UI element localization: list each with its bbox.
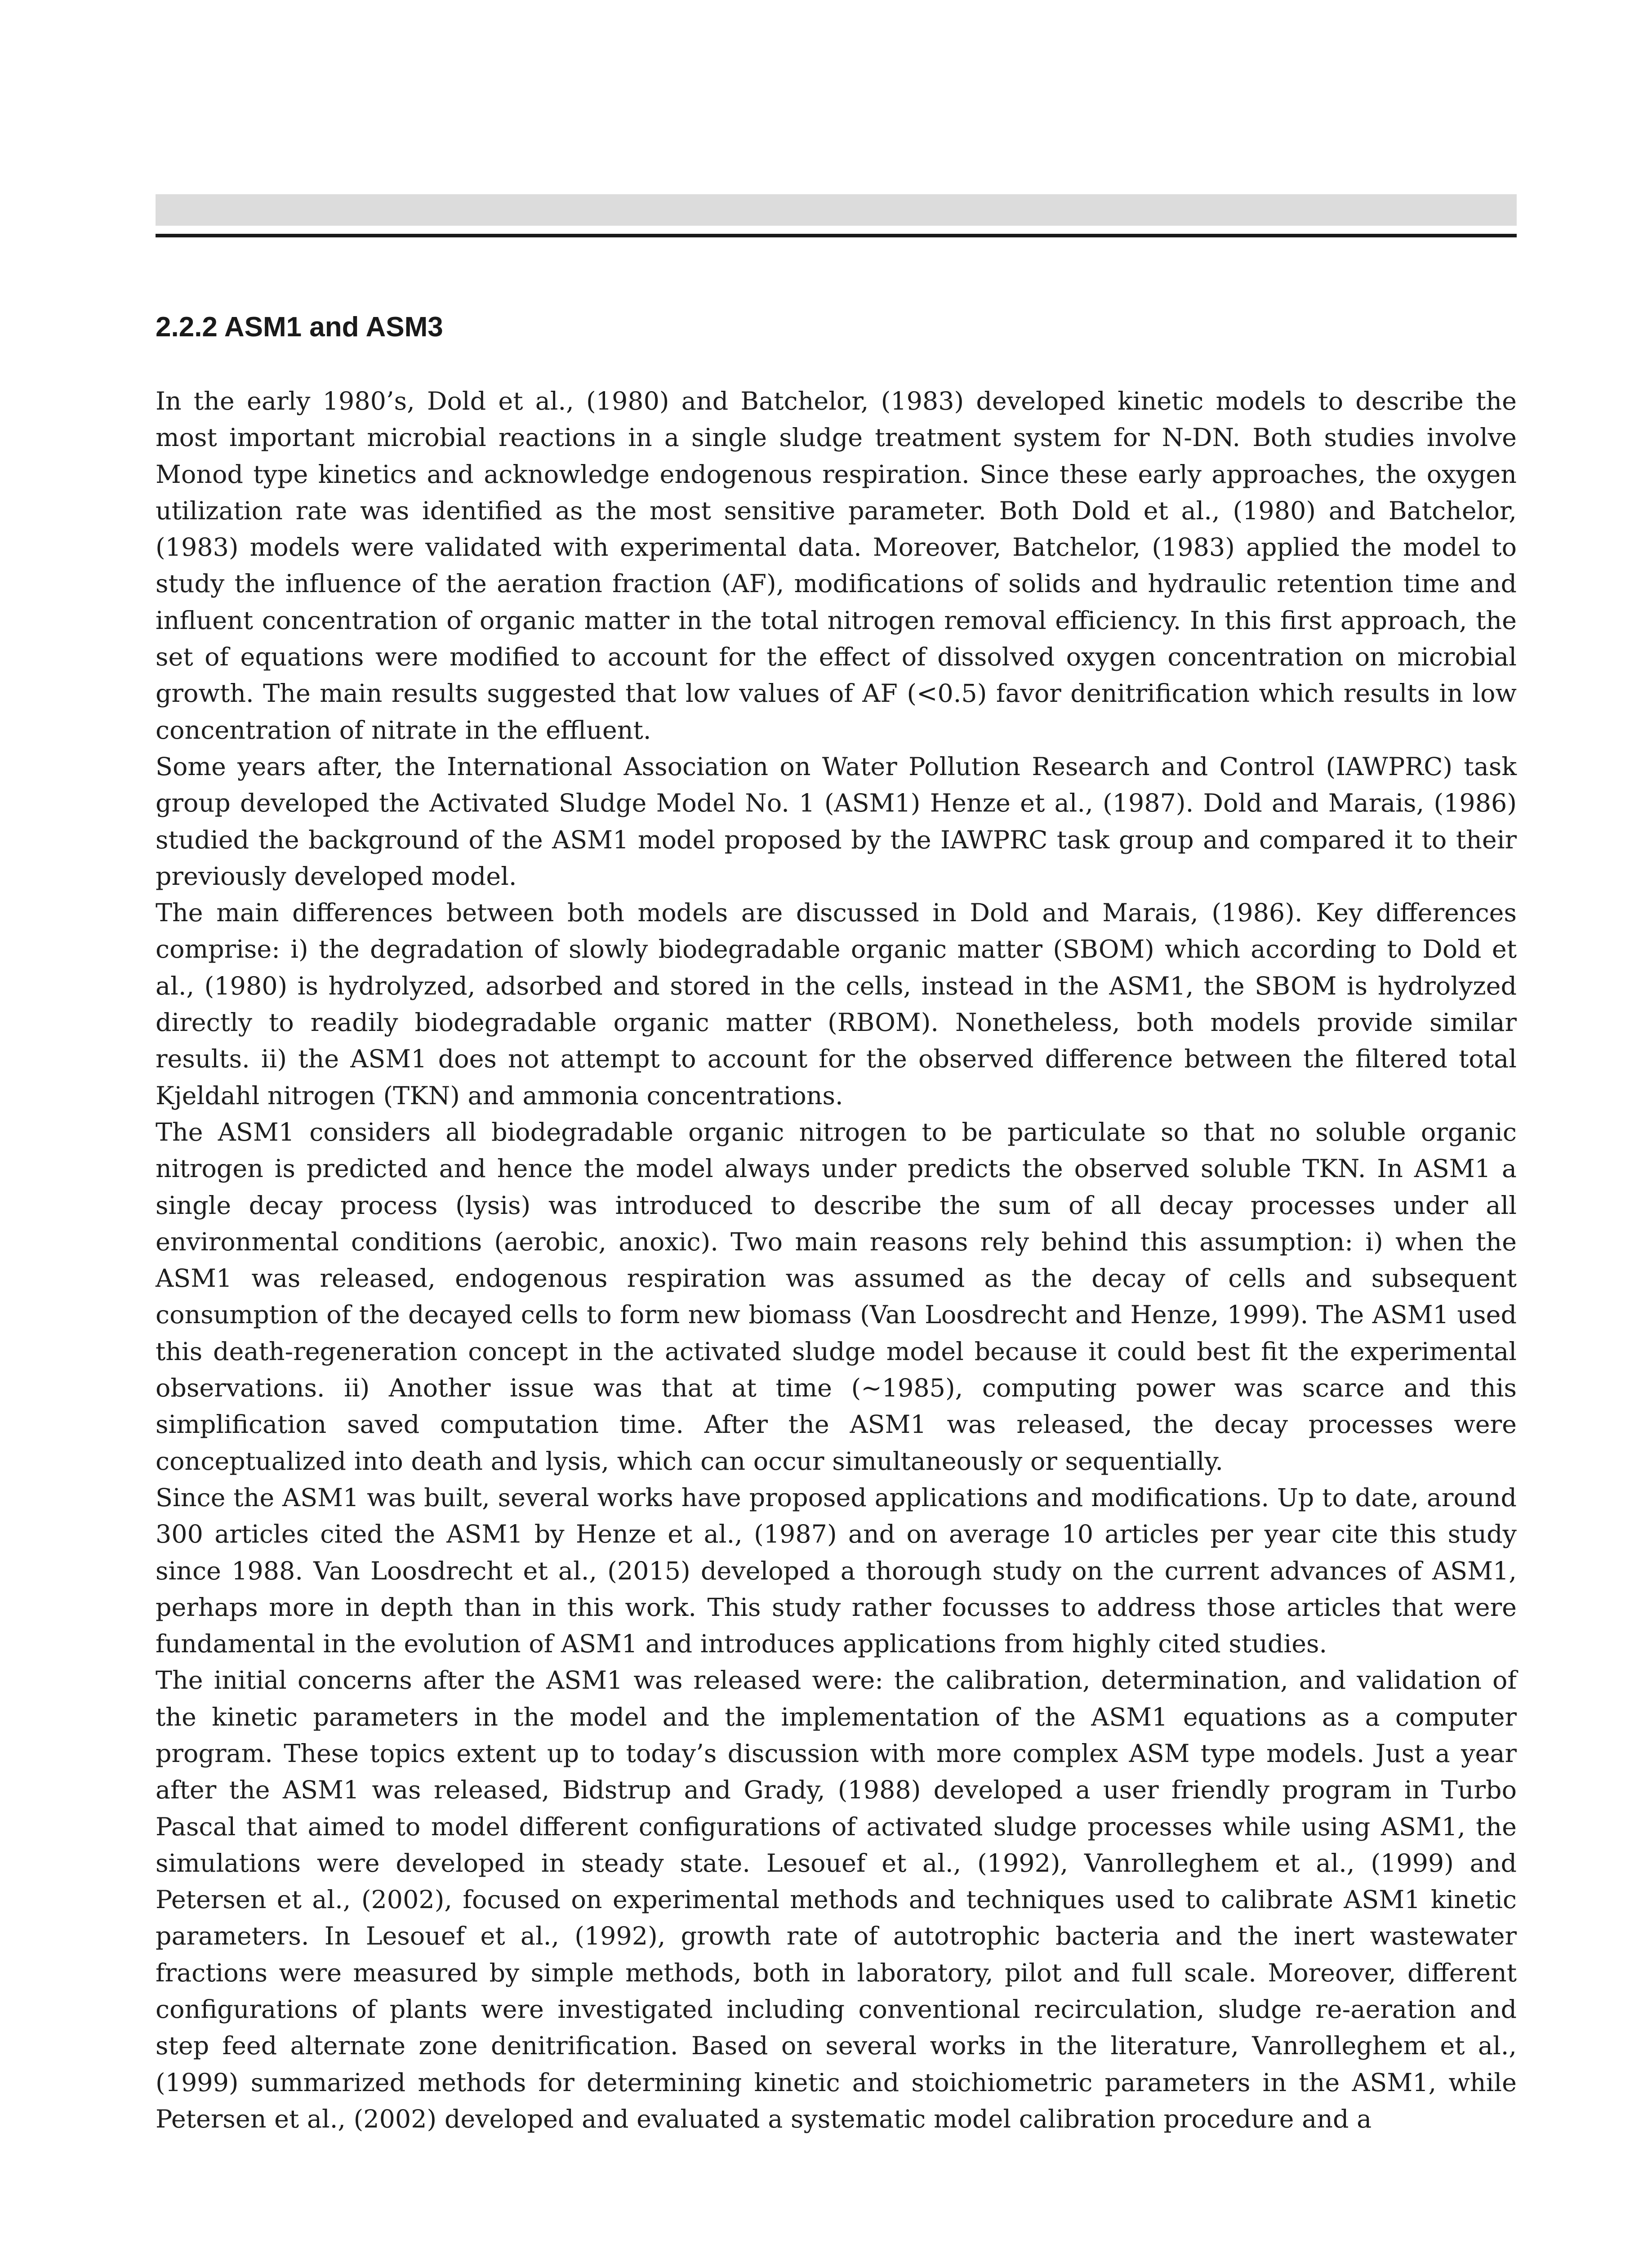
body-text — [156, 383, 1517, 2137]
paragraph-6: The initial concerns after the ASM1 was released were: the calibration, determination, and validation of the kinetic parameters in the model and the implementation of the ASM1 equations as a computer program. These topics extent up to today’s discussion with more complex ASM type models. Just a year after the ASM1 was released, Bidstrup and Grady, (1988) developed a user friendly program in Turbo Pascal that aimed to model different configurations of activated sludge processes while using ASM1, the simulations were developed in steady state. Lesouef et al., (1992), Vanrolleghem et al., (1999) and Petersen et al., (2002), focused on experimental methods and techniques used to calibrate ASM1 kinetic parameters. In Lesouef et al., (1992), growth rate of autotrophic bacteria and the inert wastewater fractions were measured by simple methods, both in laboratory, pilot and full scale. Moreover, different configurations of plants were investigated including conventional recirculation, sludge re-aeration and step feed alternate zone denitrification. Based on several works in the literature, Vanrolleghem et al., (1999) summarized methods for determining kinetic and stoichiometric parameters in the ASM1, while Petersen et al., (2002) developed and evaluated a systematic model calibration procedure and a — [156, 1666, 1517, 2134]
header-band — [156, 194, 1517, 226]
paragraph-3: The main differences between both models are discussed in Dold and Marais, (1986). Key differences comprise: i) the degradation of slowly biodegradable organic matter (SBOM) which according to Dold et al., (1980) is hydrolyzed, adsorbed and stored in the cells, instead in the ASM1, the SBOM is hydrolyzed directly to readily biodegradable organic matter (RBOM). Nonetheless, both models provide similar results. ii) the ASM1 does not attempt to account for the observed difference between the filtered total Kjeldahl nitrogen (TKN) and ammonia concentrations. — [156, 898, 1517, 1111]
paragraph-2: Some years after, the International Association on Water Pollution Research and Control (IAWPRC) task group developed the Activated Sludge Model No. 1 (ASM1) Henze et al., (1987). Dold and Marais, (1986) studied the background of the ASM1 model proposed by the IAWPRC task group and compared it to their previously developed model. — [156, 752, 1517, 891]
paragraph-5: Since the ASM1 was built, several works have proposed applications and modifications. Up to date, around 300 articles cited the ASM1 by Henze et al., (1987) and on average 10 articles per year cite this study since 1988. Van Loosdrecht et al., (2015) developed a thorough study on the current advances of ASM1, perhaps more in depth than in this work. This study rather focusses to address those articles that were fundamental in the evolution of ASM1 and introduces applications from highly cited studies. — [156, 1483, 1517, 1659]
paragraph-4: The ASM1 considers all biodegradable organic nitrogen to be particulate so that no soluble organic nitrogen is predicted and hence the model always under predicts the observed soluble TKN. In ASM1 a single decay process (lysis) was introduced to describe the sum of all decay processes under all environmental conditions (aerobic, anoxic). Two main reasons rely behind this assumption: i) when the ASM1 was released, endogenous respiration was assumed as the decay of cells and subsequent consumption of the decayed cells to form new biomass (Van Loosdrecht and Henze, 1999). The ASM1 used this death-regeneration concept in the activated sludge model because it could best fit the experimental observations. ii) Another issue was that at time (∼1985), computing power was scarce and this simplification saved computation time. After the ASM1 was released, the decay processes were conceptualized into death and lysis, which can occur simultaneously or sequentially. — [156, 1117, 1517, 1476]
section-heading: 2.2.2 ASM1 and ASM3 — [156, 312, 443, 343]
paragraph-1: In the early 1980’s, Dold et al., (1980) and Batchelor, (1983) developed kinetic models to describe the most important microbial reactions in a single sludge treatment system for N-DN. Both studies involve Monod type kinetics and acknowledge endogenous respiration. Since these early approaches, the oxygen utilization rate was identified as the most sensitive parameter. Both Dold et al., (1980) and Batchelor, (1983) models were validated with experimental data. Moreover, Batchelor, (1983) applied the model to study the influence of the aeration fraction (AF), modifications of solids and hydraulic retention time and influent concentration of organic matter in the total nitrogen removal efficiency. In this first approach, the set of equations were modified to account for the effect of dissolved oxygen concentration on microbial growth. The main results suggested that low values of AF (<0.5) favor denitrification which results in low concentration of nitrate in the effluent. — [156, 387, 1517, 745]
header-rule — [156, 234, 1517, 237]
